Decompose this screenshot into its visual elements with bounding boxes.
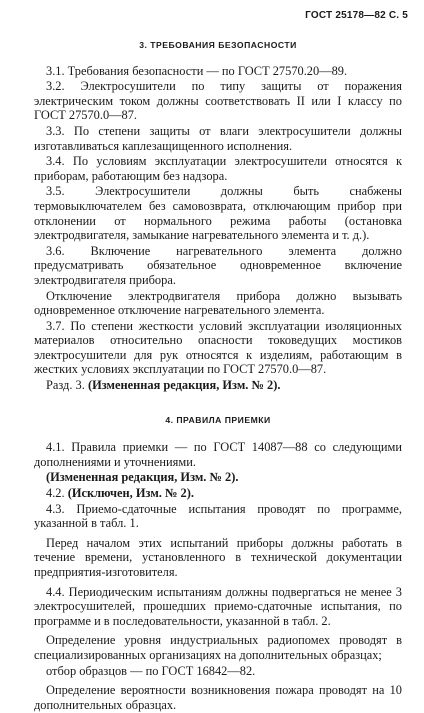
p42-note: (Исключен, Изм. № 2).	[67, 486, 194, 501]
paragraph-4-3-cont: Перед началом этих испытаний приборы должны работать в течение времени, установленного в технической документации предприятия-изготовителя.	[34, 535, 402, 579]
section-4-title: 4. ПРАВИЛА ПРИЕМКИ	[165, 414, 271, 425]
paragraph-4-4-fire: Определение вероятности возникновения пожара проводят на 10 дополнительных образцах.	[34, 683, 402, 712]
revision-prefix: Разд. 3.	[46, 378, 85, 393]
paragraph-3-5: 3.5. Электросушители должны быть снабжены термовыключателем без самовозврата, отключающим прибор при отклонении от нормального режима работы (остановка электродвигателя, замыкание нагревательного элемента и т. д.).	[34, 184, 402, 243]
paragraph-4-4-radio: Определение уровня индустриальных радиопомех проводят в специализированных организациях на дополнительных образцах;	[34, 633, 402, 662]
paragraph-3-1: 3.1. Требования безопасности — по ГОСТ 27570.20—89.	[46, 63, 348, 78]
revision-note: (Измененная редакция, Изм. № 2).	[87, 378, 281, 393]
paragraph-3-2: 3.2. Электросушители по типу защиты от поражения электрическим током должны соответствовать II или I классу по ГОСТ 27570.0—87.	[34, 79, 402, 123]
page-content	[34, 38, 402, 713]
paragraph-3-4: 3.4. По условиям эксплуатации электросушители относятся к приборам, работающим без надзора.	[34, 154, 402, 183]
p42-prefix: 4.2.	[46, 486, 65, 501]
paragraph-3-6-cont: Отключение электродвигателя прибора должно вызывать одновременное отключение нагревательного элемента.	[34, 288, 402, 318]
paragraph-4-4: 4.4. Периодическим испытаниям должны подвергаться не менее 3 электросушителей, прошедших приемо-сдаточные испытания, по программе и в последовательности, указанной в табл. 2.	[34, 584, 402, 628]
paragraph-4-1-note: (Измененная редакция, Изм. № 2).	[46, 470, 239, 485]
paragraph-3-3: 3.3. По степени защиты от влаги электросушители должны изготавливаться каплезащищенного исполнения.	[34, 123, 402, 153]
section-3-revision	[34, 378, 402, 393]
paragraph-4-1: 4.1. Правила приемки — по ГОСТ 14087—88 со следующими дополнениями и уточнениями.	[34, 440, 402, 469]
paragraph-4-2	[34, 486, 402, 501]
section-3-title: 3. ТРЕБОВАНИЯ БЕЗОПАСНОСТИ	[139, 40, 297, 50]
page-header: ГОСТ 25178—82 С. 5	[305, 10, 408, 21]
paragraph-4-3: 4.3. Приемо-сдаточные испытания проводят по программе, указанной в табл. 1.	[34, 501, 402, 531]
paragraph-3-6: 3.6. Включение нагревательного элемента должно предусматривать обязательное одновременное включение электродвигателя прибора.	[34, 243, 402, 287]
paragraph-4-4-sampling: отбор образцов — по ГОСТ 16842—82.	[46, 663, 256, 678]
paragraph-3-7: 3.7. По степени жесткости условий эксплуатации изоляционных материалов относительно опасности токоведущих мостиков электросушители для рук относятся к изделиям, работающим в жестких условиях эксплуатации по ГОСТ 27570.0—87.	[34, 318, 402, 377]
